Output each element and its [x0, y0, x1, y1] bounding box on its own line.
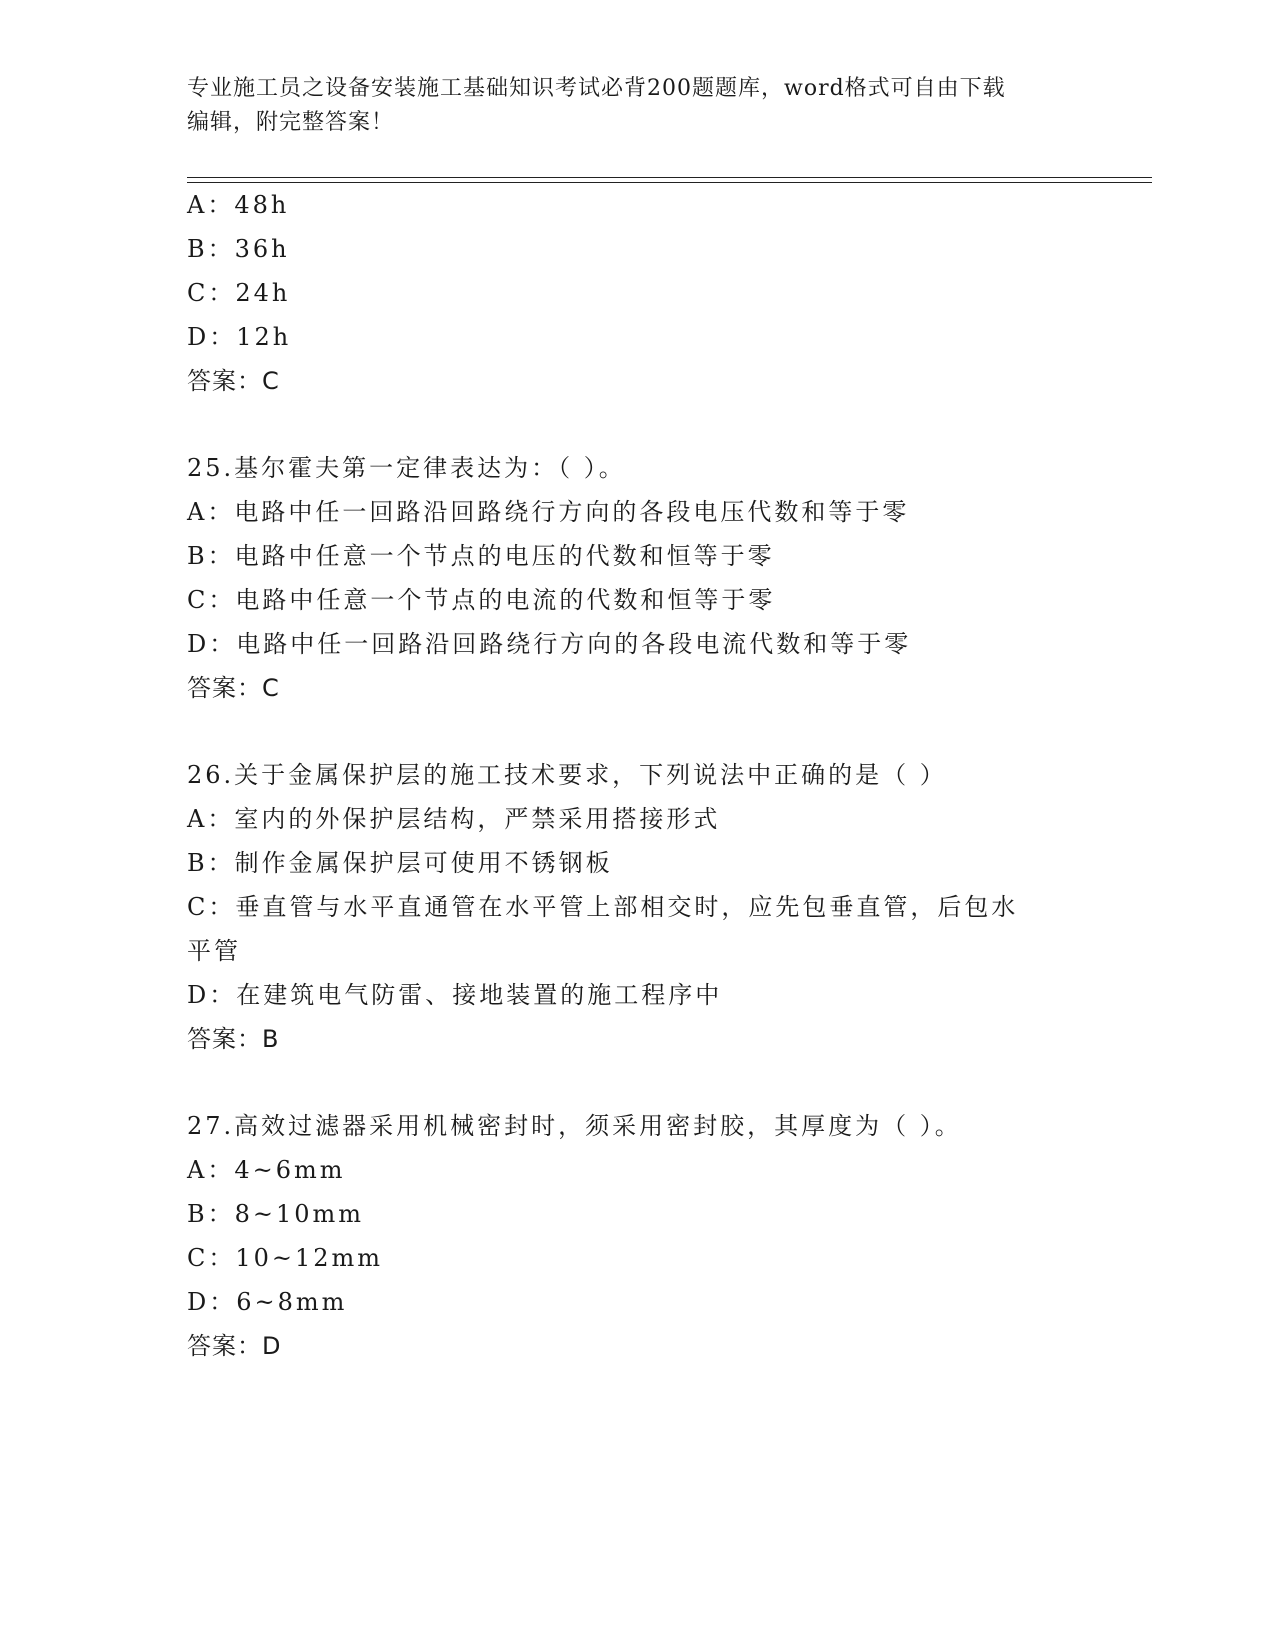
q26-option-c: C：垂直管与水平直通管在水平管上部相交时，应先包垂直管，后包水	[187, 893, 1019, 921]
q26-option-a: A：室内的外保护层结构，严禁采用搭接形式	[187, 805, 721, 833]
q26-option-b: B：制作金属保护层可使用不锈钢板	[187, 849, 613, 877]
q24-option-a: A：48h	[187, 191, 290, 219]
q27-answer: 答案：D	[187, 1332, 282, 1360]
q25-option-d: D：电路中任一回路沿回路绕行方向的各段电流代数和等于零	[187, 630, 912, 658]
q26-answer: 答案：B	[187, 1025, 280, 1053]
header-line-1: 专业施工员之设备安装施工基础知识考试必背200题题库，word格式可自由下载	[187, 76, 1006, 101]
header-divider-bottom	[187, 182, 1152, 183]
q26-option-c-continued: 平管	[187, 937, 241, 965]
q25-option-b: B：电路中任意一个节点的电压的代数和恒等于零	[187, 542, 775, 570]
q24-option-b: B：36h	[187, 235, 290, 263]
header-line-2: 编辑，附完整答案！	[187, 110, 395, 135]
q27-option-b: B：8~10mm	[187, 1200, 365, 1228]
q25-option-a: A：电路中任一回路沿回路绕行方向的各段电压代数和等于零	[187, 498, 910, 526]
q26-stem: 26.关于金属保护层的施工技术要求，下列说法中正确的是（ ）	[187, 761, 947, 789]
q27-option-d: D：6~8mm	[187, 1288, 348, 1316]
document-header	[187, 72, 1087, 140]
q25-option-c: C：电路中任意一个节点的电流的代数和恒等于零	[187, 586, 776, 614]
q25-stem: 25.基尔霍夫第一定律表达为：（ ）。	[187, 454, 626, 482]
q27-option-c: C：10~12mm	[187, 1244, 384, 1272]
q27-stem: 27.高效过滤器采用机械密封时，须采用密封胶，其厚度为（ ）。	[187, 1112, 962, 1140]
q24-option-d: D：12h	[187, 323, 292, 351]
header-divider-top	[187, 177, 1152, 178]
q24-answer: 答案：C	[187, 367, 280, 395]
q24-option-c: C：24h	[187, 279, 291, 307]
q27-option-a: A：4~6mm	[187, 1156, 346, 1184]
q26-option-d: D：在建筑电气防雷、接地装置的施工程序中	[187, 981, 723, 1009]
q25-answer: 答案：C	[187, 674, 280, 702]
